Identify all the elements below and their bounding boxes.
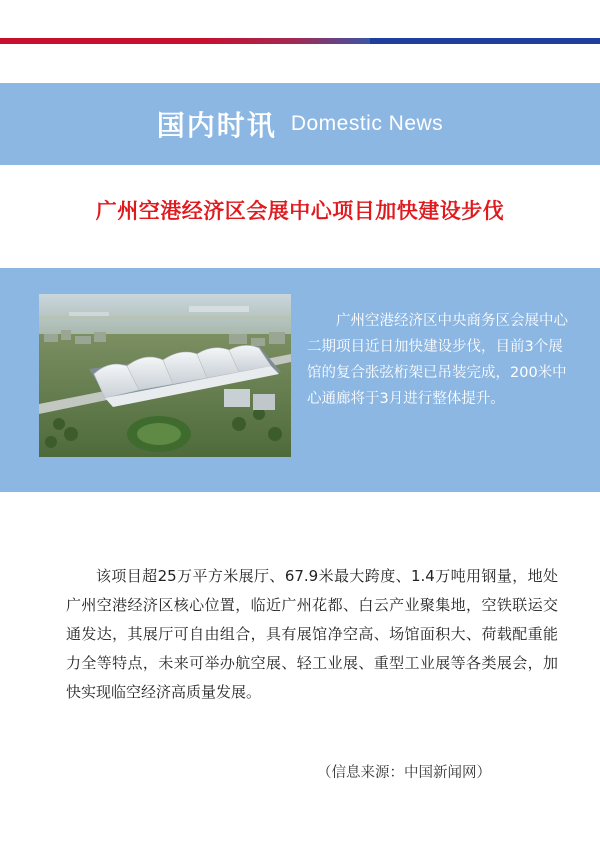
top-accent-stripe <box>0 38 600 44</box>
section-header <box>0 83 600 165</box>
article-headline: 广州空港经济区会展中心项目加快建设步伐 <box>95 199 505 223</box>
section-header-band <box>0 83 600 165</box>
section-title-zh: 国内时讯 <box>156 109 277 142</box>
top-stripe-red <box>0 38 370 44</box>
top-stripe-blue <box>370 38 600 44</box>
article-source: （信息来源：中国新闻网） <box>317 765 491 781</box>
section-title-en: Domestic News <box>290 112 444 135</box>
article-body: 该项目超25万平方米展厅、67.9米最大跨度、1.4万吨用钢量，地处广州空港经济区核心位置，临近广州花都、白云产业聚集地，空铁联运交通发达，其展厅可自由组合，具有展馆净空高、场馆面积大、荷载配重能力全等特点，未来可举办航空展、轻工业展、重型工业展等各类展会，加快实现临空经济高质量发展。 <box>66 567 558 701</box>
article-lead: 广州空港经济区中央商务区会展中心二期项目近日加快建设步伐，目前3个展馆的复合张弦桁架已吊装完成，200米中心通廊将于3月进行整体提升。 <box>307 313 568 407</box>
exhibition-center-rendering <box>39 294 291 457</box>
feature-band <box>0 268 600 492</box>
